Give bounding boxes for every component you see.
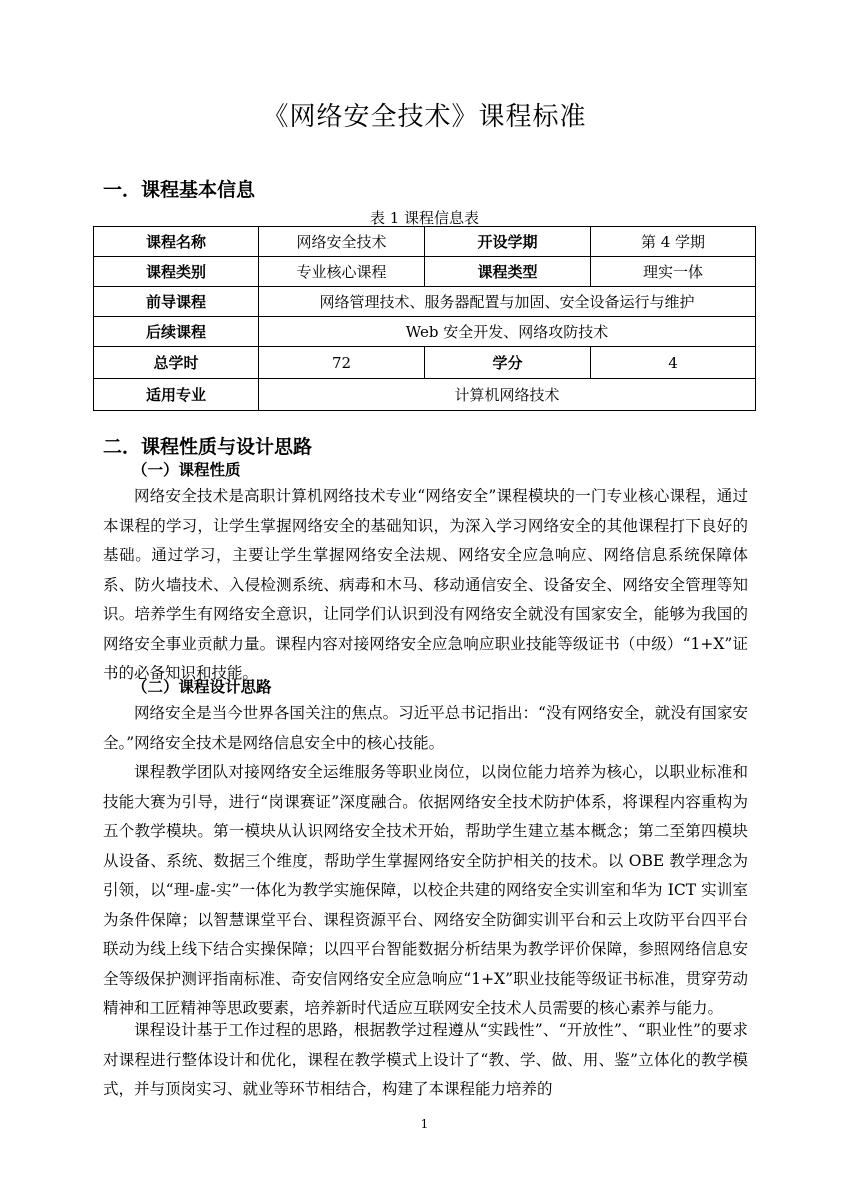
table-cell: 学分 (425, 347, 591, 379)
table-row (94, 379, 756, 411)
table-row (94, 287, 756, 317)
paragraph-course-nature: 网络安全技术是高职计算机网络技术专业“网络安全”课程模块的一门专业核心课程，通过本课程的学习，让学生掌握网络安全的基础知识，为深入学习网络安全的其他课程打下良好的基础。通过学习，主要让学生掌握网络安全法规、网络安全应急响应、网络信息系统保障体系、防火墙技术、入侵检测系统、病毒和木马、移动通信安全、设备安全、网络安全管理等知识。培养学生有网络安全意识，让同学们认识到没有网络安全就没有国家安全，能够为我国的网络安全事业贡献力量。课程内容对接网络安全应急响应职业技能等级证书（中级）“1+X”证书的必备知识和技能。 (103, 487, 748, 682)
table-cell: 4 (591, 347, 756, 379)
table-cell: 专业核心课程 (259, 257, 425, 287)
table-cell: 理实一体 (591, 257, 756, 287)
table-cell: 开设学期 (425, 227, 591, 257)
table-cell: 课程类别 (94, 257, 259, 287)
table-cell: 网络安全技术 (259, 227, 425, 257)
paragraph-design-approach: 课程教学团队对接网络安全运维服务等职业岗位，以岗位能力培养为核心，以职业标准和技能大赛为引导，进行“岗课赛证”深度融合。依据网络安全技术防护体系，将课程内容重构为五个教学模块。第一模块从认识网络安全技术开始，帮助学生建立基本概念；第二至第四模块从设备、系统、数据三个维度，帮助学生掌握网络安全防护相关的技术。以 OBE 教学理念为引领，以“理-虚-实”一体化为教学实施保障，以校企共建的网络安全实训室和华为 ICT 实训室为条件保障；以智慧课堂平台、课程资源平台、网络安全防御实训平台和云上攻防平台四平台联动为线上线下结合实操保障；以四平台智能数据分析结果为教学评价保障，参照网络信息安全等级保护测评指南标准、奇安信网络安全应急响应“1+X”职业技能等级证书标准，贯穿劳动精神和工匠精神等思政要素，培养新时代适应互联网安全技术人员需要的核心素养与能力。 (103, 763, 748, 1017)
section-heading-nature-design: 二．课程性质与设计思路 (103, 436, 313, 458)
subsection-heading-design: （二）课程设计思路 (132, 678, 272, 696)
table-caption: 表 1 课程信息表 (369, 209, 480, 227)
table-row (94, 257, 756, 287)
table-cell: 课程类型 (425, 257, 591, 287)
table-cell: 第 4 学期 (591, 227, 756, 257)
table-cell: 计算机网络技术 (259, 379, 756, 411)
course-info-table (93, 226, 756, 411)
page-number: 1 (420, 1117, 429, 1131)
table-cell: 课程名称 (94, 227, 259, 257)
subsection-heading-nature: （一）课程性质 (132, 461, 241, 479)
paragraph-design-intro: 网络安全是当今世界各国关注的焦点。习近平总书记指出：“没有网络安全，就没有国家安全。”网络安全技术是网络信息安全中的核心技能。 (103, 704, 748, 752)
table-row (94, 227, 756, 257)
table-row (94, 317, 756, 347)
paragraph-design-process: 课程设计基于工作过程的思路，根据教学过程遵从“实践性”、“开放性”、“职业性”的要求对课程进行整体设计和优化，课程在教学模式上设计了“教、学、做、用、鉴”立体化的教学模式，并与顶岗实习、就业等环节相结合，构建了本课程能力培养的 (103, 1021, 748, 1098)
table-cell: 适用专业 (94, 379, 259, 411)
table-cell: 总学时 (94, 347, 259, 379)
document-title: 《网络安全技术》课程标准 (262, 102, 587, 132)
table-cell: 前导课程 (94, 287, 259, 317)
table-cell: 后续课程 (94, 317, 259, 347)
table-row (94, 347, 756, 379)
table-cell: 72 (259, 347, 425, 379)
table-cell: 网络管理技术、服务器配置与加固、安全设备运行与维护 (259, 287, 756, 317)
table-cell: Web 安全开发、网络攻防技术 (259, 317, 756, 347)
section-heading-basic-info: 一．课程基本信息 (103, 179, 256, 201)
